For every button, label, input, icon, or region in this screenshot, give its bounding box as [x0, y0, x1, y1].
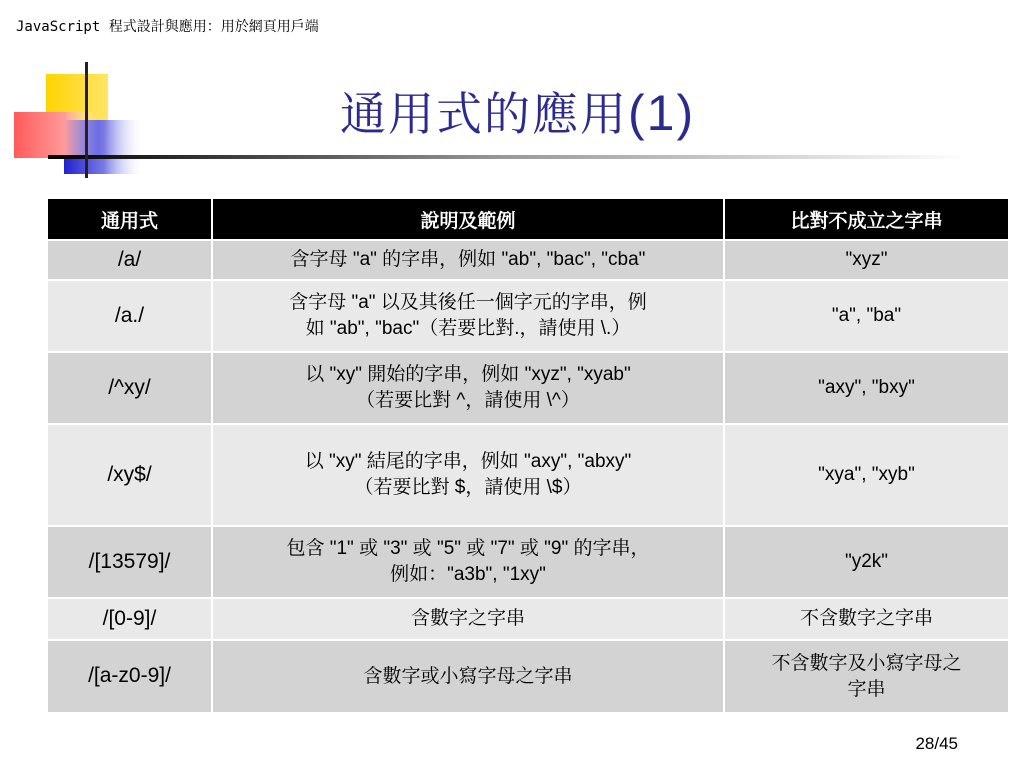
- description-line: 以 "xy" 結尾的字串，例如 "axy", "abxy": [304, 451, 632, 473]
- no-match-cell: [724, 640, 1008, 712]
- slide-title-number: (1): [628, 85, 696, 141]
- pattern-cell: /[a-z0-9]/: [48, 640, 212, 712]
- table-row: [48, 240, 1008, 280]
- pattern-cell: /^xy/: [48, 352, 212, 424]
- description-line: 含字母 "a" 的字串，例如 "ab", "bac", "cba": [290, 249, 646, 271]
- description-line: 包含 "1" 或 "3" 或 "5" 或 "7" 或 "9" 的字串，: [286, 538, 650, 560]
- no-match-line: "a", "ba": [831, 305, 902, 327]
- pattern-cell: /[0-9]/: [48, 598, 212, 640]
- table-row: [48, 640, 1008, 712]
- table-row: [48, 352, 1008, 424]
- no-match-line: 不含數字及小寫字母之: [771, 652, 962, 674]
- description-cell: [212, 424, 724, 526]
- description-line: （若要比對 ^，請使用 \^）: [356, 390, 580, 411]
- slide-title: [340, 78, 695, 144]
- description-line: 含數字之字串: [410, 608, 525, 630]
- no-match-line: "xyz": [845, 249, 888, 271]
- description-cell: [212, 640, 724, 712]
- header-pattern: 通用式: [48, 199, 212, 240]
- header-description: 說明及範例: [212, 199, 724, 240]
- no-match-cell: [724, 598, 1008, 640]
- regex-table: [48, 199, 1008, 712]
- no-match-line: "xya", "xyb": [818, 464, 915, 486]
- description-line: 含字母 "a" 以及其後任一個字元的字串，例: [289, 292, 647, 314]
- description-cell: [212, 240, 724, 280]
- pattern-cell: /a/: [48, 240, 212, 280]
- description-line: （若要比對 $，請使用 \$）: [354, 477, 582, 498]
- no-match-line: "y2k": [844, 551, 889, 573]
- no-match-cell: [724, 352, 1008, 424]
- no-match-line: 字串: [847, 678, 886, 700]
- header-no-match: 比對不成立之字串: [724, 199, 1008, 240]
- description-cell: [212, 598, 724, 640]
- table-row: [48, 598, 1008, 640]
- slide-title-text: 通用式的應用: [340, 87, 628, 141]
- description-line: 以 "xy" 開始的字串，例如 "xyz", "xyab": [305, 364, 631, 386]
- table-header-row: [48, 199, 1008, 240]
- description-cell: [212, 352, 724, 424]
- table-row: [48, 526, 1008, 598]
- divider-line: [48, 155, 968, 159]
- no-match-cell: [724, 240, 1008, 280]
- table-row: [48, 280, 1008, 352]
- description-line: 如 "ab", "bac"（若要比對.，請使用 \.）: [305, 318, 631, 339]
- no-match-line: "axy", "bxy": [818, 377, 915, 399]
- description-cell: [212, 280, 724, 352]
- description-line: 含數字或小寫字母之字串: [363, 665, 573, 687]
- no-match-cell: [724, 526, 1008, 598]
- no-match-cell: [724, 424, 1008, 526]
- description-cell: [212, 526, 724, 598]
- table-row: [48, 424, 1008, 526]
- vertical-bar: [85, 62, 88, 178]
- pattern-cell: /[13579]/: [48, 526, 212, 598]
- description-line: 例如："a3b", "1xy": [390, 564, 546, 585]
- course-title: JavaScript 程式設計與應用：用於網頁用戶端: [16, 19, 319, 35]
- no-match-line: 不含數字之字串: [799, 608, 933, 630]
- page-number: 28/45: [915, 734, 958, 753]
- pattern-cell: /a./: [48, 280, 212, 352]
- no-match-cell: [724, 280, 1008, 352]
- pattern-cell: /xy$/: [48, 424, 212, 526]
